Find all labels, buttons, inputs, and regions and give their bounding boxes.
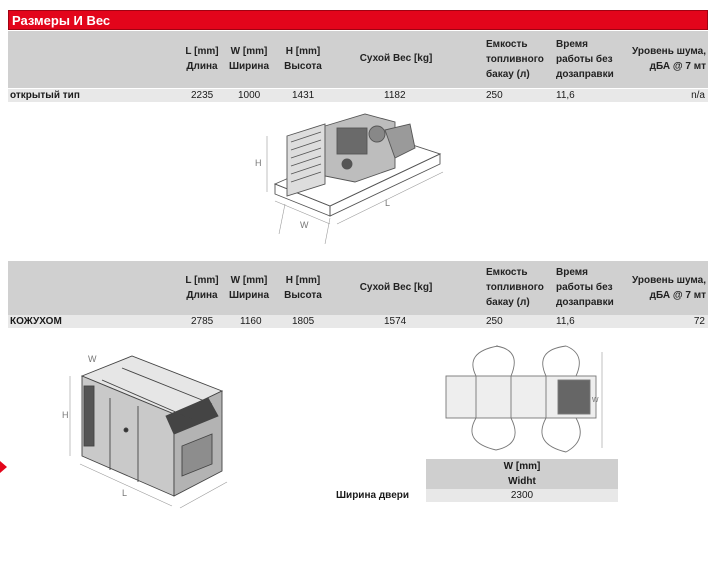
row-name: КОЖУХОМ bbox=[10, 316, 62, 327]
col-height bbox=[278, 44, 328, 74]
col-dry-weight: Сухой Вес [kg] bbox=[359, 282, 433, 293]
svg-text:W: W bbox=[88, 354, 97, 364]
col-length-unit: L [mm] bbox=[185, 46, 219, 57]
col-length bbox=[180, 273, 224, 303]
col-width bbox=[226, 273, 272, 303]
door-width-unit: W [mm] bbox=[503, 461, 541, 472]
door-width-table bbox=[426, 459, 618, 502]
cell-width: 1160 bbox=[240, 316, 262, 327]
col-runtime bbox=[556, 37, 626, 82]
svg-text:w: w bbox=[592, 394, 599, 404]
col-tank-l1: Емкость bbox=[486, 267, 528, 278]
door-width-header bbox=[426, 459, 618, 489]
spec-row-canopy bbox=[8, 315, 708, 328]
col-noise bbox=[620, 273, 706, 303]
cell-length: 2235 bbox=[191, 90, 214, 101]
cell-noise: 72 bbox=[693, 316, 705, 327]
col-dry-weight: Сухой Вес [kg] bbox=[359, 53, 433, 64]
col-width-unit: W [mm] bbox=[230, 46, 268, 57]
cell-height: 1805 bbox=[292, 316, 315, 327]
spec-table-header-open bbox=[8, 31, 708, 88]
door-width-label: Widht bbox=[508, 476, 536, 487]
col-width-label: Ширина bbox=[228, 61, 270, 72]
cell-tank: 250 bbox=[486, 90, 503, 101]
col-tank-l3: бакау (л) bbox=[486, 297, 530, 308]
col-width-unit: W [mm] bbox=[230, 275, 268, 286]
open-generator-drawing bbox=[245, 106, 455, 246]
col-width-label: Ширина bbox=[228, 290, 270, 301]
col-height-unit: H [mm] bbox=[285, 275, 321, 286]
door-width-value: 2300 bbox=[426, 489, 618, 502]
spec-row-open-type bbox=[8, 89, 708, 102]
cell-runtime: 11,6 bbox=[556, 316, 575, 327]
cell-dry-weight: 1574 bbox=[384, 316, 407, 327]
cell-length: 2785 bbox=[191, 316, 214, 327]
col-tank-l3: бакау (л) bbox=[486, 69, 530, 80]
svg-text:H: H bbox=[62, 410, 69, 420]
svg-text:W: W bbox=[300, 220, 309, 230]
svg-text:L: L bbox=[122, 488, 128, 498]
col-tank bbox=[486, 265, 556, 310]
col-length-unit: L [mm] bbox=[185, 275, 219, 286]
spec-table-header-canopy bbox=[8, 261, 708, 315]
svg-text:L: L bbox=[385, 198, 391, 208]
col-height-label: Высота bbox=[284, 290, 322, 301]
red-arrow-marker bbox=[0, 461, 7, 473]
col-width bbox=[226, 44, 272, 74]
cell-tank: 250 bbox=[486, 316, 503, 327]
col-tank bbox=[486, 37, 556, 82]
col-length-label: Длина bbox=[186, 61, 218, 72]
col-height-unit: H [mm] bbox=[285, 46, 321, 57]
col-tank-l2: топливного bbox=[486, 54, 544, 65]
col-runtime-l2: работы без bbox=[556, 54, 613, 65]
cell-dry-weight: 1182 bbox=[384, 90, 406, 101]
col-tank-l2: топливного bbox=[486, 282, 544, 293]
col-runtime-l2: работы без bbox=[556, 282, 613, 293]
svg-text:H: H bbox=[255, 158, 262, 168]
col-noise-l2: дБА @ 7 мт bbox=[649, 290, 706, 301]
col-runtime bbox=[556, 265, 626, 310]
section-title: Размеры И Вес bbox=[8, 10, 708, 30]
col-noise bbox=[620, 44, 706, 74]
col-noise-l2: дБА @ 7 мт bbox=[649, 61, 706, 72]
cell-height: 1431 bbox=[292, 90, 315, 101]
cell-width: 1000 bbox=[238, 90, 261, 101]
col-length bbox=[180, 44, 224, 74]
door-width-row-label: Ширина двери bbox=[336, 490, 410, 501]
cell-runtime: 11,6 bbox=[556, 90, 575, 101]
canopy-top-view-drawing bbox=[436, 340, 606, 460]
col-runtime-l1: Время bbox=[556, 267, 588, 278]
col-runtime-l1: Время bbox=[556, 39, 588, 50]
col-tank-l1: Емкость bbox=[486, 39, 528, 50]
col-height bbox=[278, 273, 328, 303]
cell-noise: n/a bbox=[691, 90, 705, 101]
col-noise-l1: Уровень шума, bbox=[632, 46, 706, 57]
col-length-label: Длина bbox=[186, 290, 218, 301]
row-name: открытый тип bbox=[10, 90, 80, 101]
canopy-generator-drawing bbox=[62, 346, 232, 521]
col-runtime-l3: дозаправки bbox=[556, 297, 614, 308]
col-noise-l1: Уровень шума, bbox=[632, 275, 706, 286]
col-runtime-l3: дозаправки bbox=[556, 69, 614, 80]
col-height-label: Высота bbox=[284, 61, 322, 72]
